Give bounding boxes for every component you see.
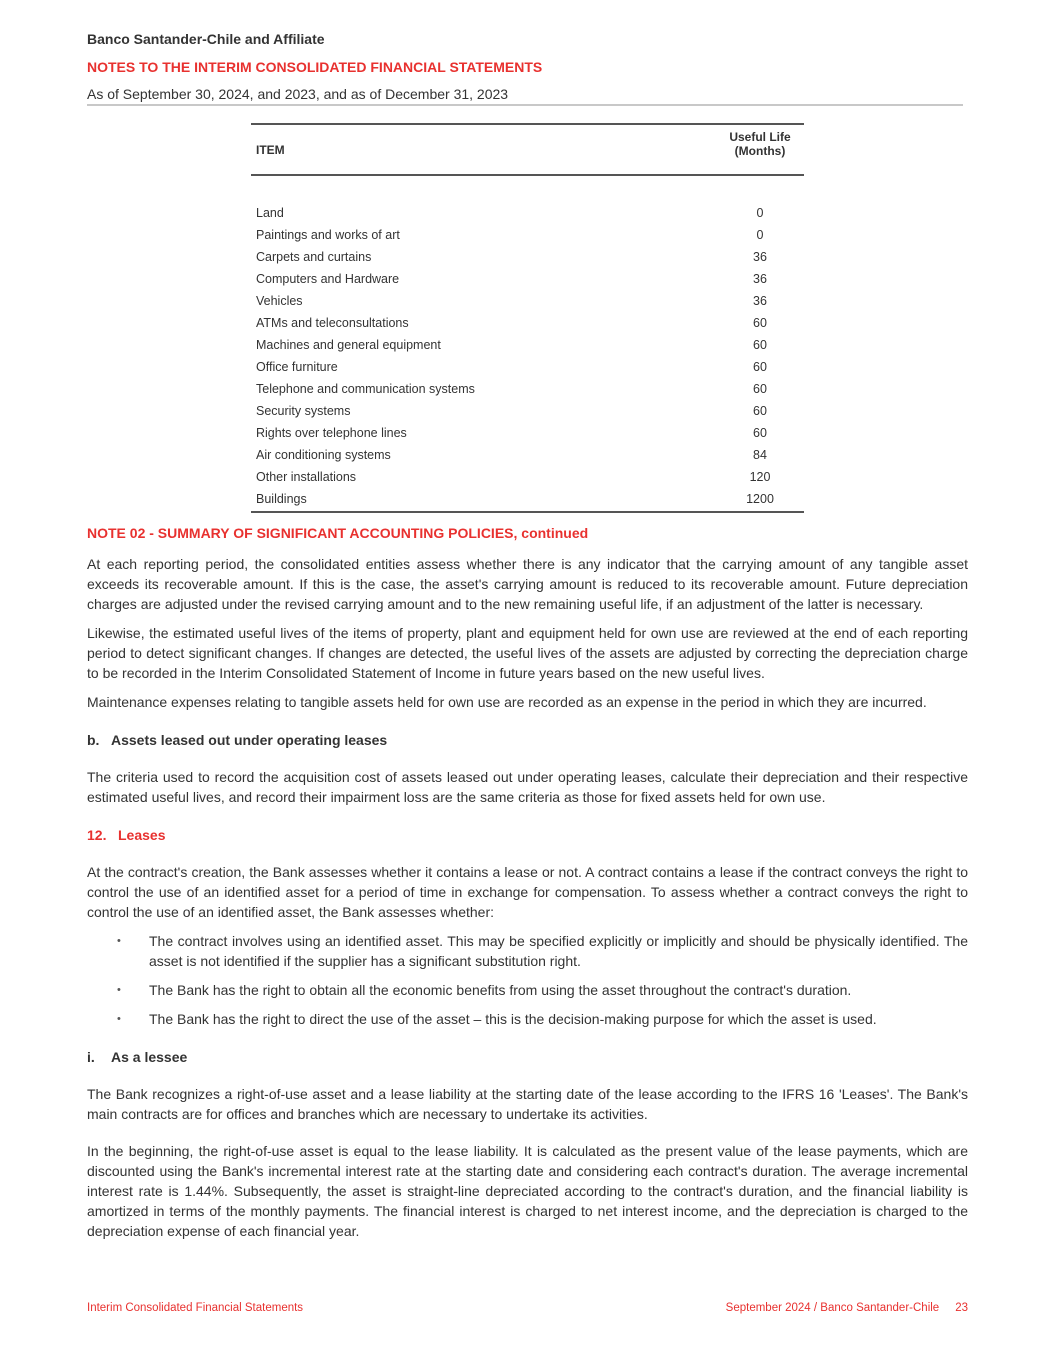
note-heading: NOTE 02 - SUMMARY OF SIGNIFICANT ACCOUNTING POLICIES, continued — [87, 525, 589, 541]
useful-life-table — [251, 123, 804, 513]
useful-life-months: 60 — [753, 338, 767, 352]
table-row — [251, 401, 804, 423]
table-row — [251, 225, 804, 247]
paragraph-lease-liability: In the beginning, the right-of-use asset is equal to the lease liability. It is calculated as the present value of the lease payments, which are discounted using the Bank's incremental interest rate at the starting date and considering each contract's duration. The average incremental interest rate is 1.44%. Subsequently, the asset is straight-line depreciated according to the contract's duration, and the financial liability is amortized in terms of the monthly payments. The financial interest is charged to net interest income, and the depreciation is charged to the depreciation expense of each financial year. — [87, 1143, 968, 1239]
section-i-title: As a lessee — [111, 1049, 188, 1065]
paragraph-operating-leases: The criteria used to record the acquisition cost of assets leased out under operating leases, calculate their depreciation and their respective estimated useful lives, and record their impairment loss are the same criteria as those for fixed assets held for own use. — [87, 769, 968, 805]
paragraph-lease-assessment: At the contract's creation, the Bank assesses whether it contains a lease or not. A contract contains a lease if the contract conveys the right to control the use of an identified asset for a period of time in exchange for compensation. To assess whether a contract conveys the right to control the use of an identified asset, the Bank assesses whether: — [87, 864, 968, 920]
footer-period: September 2024 / Banco Santander-Chile — [725, 1302, 940, 1314]
item-name: Other installations — [256, 470, 357, 484]
table-bottom-rule — [251, 511, 804, 513]
useful-life-months: 0 — [756, 228, 764, 242]
section-12-heading — [87, 825, 968, 845]
table-header — [251, 125, 804, 174]
section-12-title: Leases — [118, 827, 166, 843]
header-divider — [87, 104, 963, 106]
useful-life-months: 60 — [753, 404, 767, 418]
section-i-heading — [87, 1047, 968, 1067]
table-row — [251, 379, 804, 401]
useful-life-months: 36 — [753, 294, 767, 308]
bullet-text: The contract involves using an identified asset. This may be specified explicitly or implicitly and should be physically identified. The asset is not identified if the supplier has a significant substitution right. — [149, 933, 968, 969]
footer-document-title: Interim Consolidated Financial Statements — [87, 1302, 304, 1314]
company-name: Banco Santander-Chile and Affiliate — [87, 31, 325, 47]
useful-life-months: 36 — [753, 250, 767, 264]
useful-life-months: 120 — [749, 470, 771, 484]
item-name: Land — [256, 206, 284, 220]
useful-life-months: 36 — [753, 272, 767, 286]
item-name: Buildings — [256, 492, 307, 506]
table-row — [251, 313, 804, 335]
item-name: ATMs and teleconsultations — [256, 316, 409, 330]
table-row — [251, 489, 804, 511]
section-b-title: Assets leased out under operating leases — [111, 732, 388, 748]
item-name: Vehicles — [256, 294, 303, 308]
list-item — [87, 1009, 968, 1029]
note-content — [87, 523, 968, 1250]
column-header-useful-life — [716, 130, 804, 158]
table-row — [251, 467, 804, 489]
paragraph-right-of-use: The Bank recognizes a right-of-use asset and a lease liability at the starting date of the lease according to the IFRS 16 'Leases'. The Bank's main contracts are for offices and branches which are necessary to undertake its activities. — [87, 1086, 968, 1122]
bullet-icon: • — [117, 984, 121, 996]
item-name: Security systems — [256, 404, 351, 418]
table-row — [251, 445, 804, 467]
paragraph-maintenance: Maintenance expenses relating to tangible assets held for own use are recorded as an expense in the period in which they are incurred. — [87, 694, 927, 710]
section-b-heading — [87, 730, 968, 750]
table-row — [251, 335, 804, 357]
useful-life-label: Useful Life — [729, 130, 791, 144]
bullet-icon: • — [117, 1013, 121, 1025]
section-b-number: b. — [87, 732, 100, 748]
useful-life-months: 84 — [753, 448, 767, 462]
bullet-icon: • — [117, 935, 121, 947]
item-name: Telephone and communication systems — [256, 382, 475, 396]
section-12-number: 12. — [87, 827, 107, 843]
table-body — [251, 203, 804, 511]
lease-criteria-list — [87, 931, 968, 1029]
paragraph-impairment: At each reporting period, the consolidated entities assess whether there is any indicator that the carrying amount of any tangible asset exceeds its recoverable amount. If this is the case, the asset's carrying amount is reduced to its recoverable amount. Future depreciation charges are adjusted under the revised carrying amount and to the new remaining useful life, if an adjustment of the latter is necessary. — [87, 556, 968, 612]
item-name: Rights over telephone lines — [256, 426, 407, 440]
useful-life-months: 1200 — [746, 492, 774, 506]
table-row — [251, 247, 804, 269]
table-row — [251, 269, 804, 291]
item-name: Air conditioning systems — [256, 448, 391, 462]
table-row — [251, 423, 804, 445]
page-number: 23 — [955, 1302, 968, 1314]
item-name: Computers and Hardware — [256, 272, 400, 286]
table-row — [251, 203, 804, 225]
as-of-date: As of September 30, 2024, and 2023, and as of December 31, 2023 — [87, 86, 509, 102]
paragraph-useful-lives: Likewise, the estimated useful lives of the items of property, plant and equipment held for own use are reviewed at the end of each reporting period to detect significant changes. If changes are detected, the useful lives of the assets are adjusted by correcting the depreciation charge to be recorded in the Interim Consolidated Statement of Income in future years based on the new useful lives. — [87, 625, 968, 681]
list-item — [87, 931, 968, 971]
list-item — [87, 980, 968, 1000]
bullet-text: The Bank has the right to obtain all the economic benefits from using the asset throughout the contract's duration. — [149, 982, 852, 998]
item-name: Carpets and curtains — [256, 250, 372, 264]
table-row — [251, 291, 804, 313]
item-name: Paintings and works of art — [256, 228, 400, 242]
useful-life-months: 60 — [753, 316, 767, 330]
notes-title: NOTES TO THE INTERIM CONSOLIDATED FINANCIAL STATEMENTS — [87, 59, 543, 75]
column-header-item: ITEM — [256, 143, 285, 157]
months-label: (Months) — [734, 144, 786, 158]
useful-life-months: 60 — [753, 426, 767, 440]
footer-right — [726, 1302, 968, 1314]
item-name: Machines and general equipment — [256, 338, 441, 352]
bullet-text: The Bank has the right to direct the use of the asset – this is the decision-making purpose for which the asset is used. — [149, 1011, 877, 1027]
section-i-number: i. — [87, 1049, 95, 1065]
item-name: Office furniture — [256, 360, 338, 374]
table-row — [251, 357, 804, 379]
useful-life-months: 0 — [756, 206, 764, 220]
useful-life-months: 60 — [753, 382, 767, 396]
useful-life-months: 60 — [753, 360, 767, 374]
